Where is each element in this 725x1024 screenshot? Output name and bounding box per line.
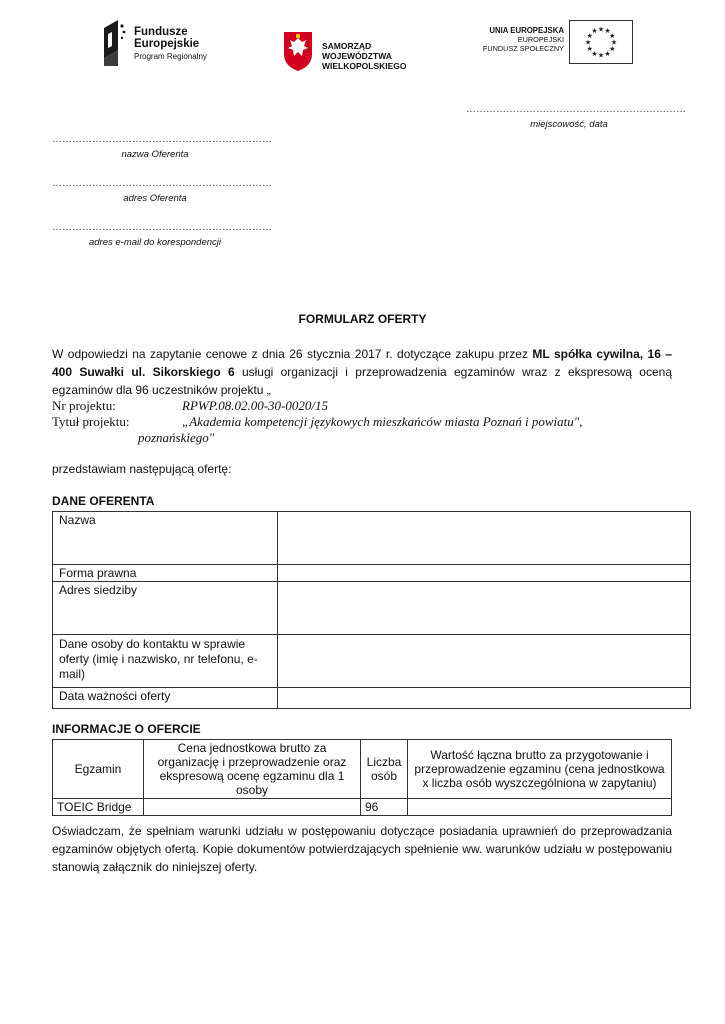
info-heading: INFORMACJE O OFERCIE xyxy=(52,722,201,736)
fe-star-mark-icon xyxy=(100,20,126,66)
dane-row-nazwa xyxy=(53,512,691,565)
email-caption: adres e-mail do korespondencji xyxy=(88,237,222,248)
eu-star: ★ xyxy=(597,52,605,60)
dane-row-adres xyxy=(53,582,691,635)
eu-star: ★ xyxy=(604,28,611,36)
eu-flag-icon xyxy=(569,20,633,64)
info-total[interactable] xyxy=(408,799,672,816)
place-date-caption: miejscowość, data xyxy=(530,119,608,130)
fundusze-europejskie-logo xyxy=(100,20,230,70)
fe-logo-line3: Program Regionalny xyxy=(134,52,207,61)
dane-label-nazwa: Nazwa xyxy=(53,512,278,565)
samorzad-line2: WIELKOPOLSKIEGO xyxy=(322,61,407,71)
eu-star: ★ xyxy=(584,39,592,47)
eu-star: ★ xyxy=(609,46,616,53)
samorzad-logo xyxy=(282,30,422,74)
project-title-line2: poznańskiego" xyxy=(138,430,215,445)
address-caption: adres Oferenta xyxy=(123,193,187,204)
project-title-line1: „Akademia kompetencji językowych mieszkańców miasta Poznań i powiatu", xyxy=(182,414,583,429)
dane-label-forma: Forma prawna xyxy=(53,565,278,582)
info-header-row xyxy=(53,740,672,799)
dane-heading: DANE OFERENTA xyxy=(52,494,155,508)
info-header-count: Liczba osób xyxy=(361,740,408,799)
dane-value-data[interactable] xyxy=(278,688,691,709)
dane-value-nazwa[interactable] xyxy=(278,512,691,565)
dane-row-data xyxy=(53,688,691,709)
dane-label-data: Data ważności oferty xyxy=(53,688,278,709)
eu-star: ★ xyxy=(591,28,598,36)
eagle-shield-icon xyxy=(282,30,314,72)
fe-logo-line2: Europejskie xyxy=(134,38,200,50)
info-data-row xyxy=(53,799,672,816)
dane-label-adres: Adres siedziby xyxy=(53,582,278,635)
info-table xyxy=(52,739,672,816)
intro-text-2: usługi organizacji i przeprowadzenia egzaminów wraz z ekspresową oceną egzaminów dla 96 uczestników projektu „ xyxy=(52,365,672,397)
fe-logo-line1: Fundusze xyxy=(134,26,188,38)
dane-value-adres[interactable] xyxy=(278,582,691,635)
eu-star: ★ xyxy=(610,39,618,47)
dane-label-kontakt: Dane osoby do kontaktu w sprawie oferty (imię i nazwisko, nr telefonu, e-mail) xyxy=(53,635,278,688)
eu-star: ★ xyxy=(586,33,593,40)
dane-row-forma xyxy=(53,565,691,582)
intro-company: ML spółka cywilna, 16 – 400 Suwałki ul. Sikorskiego 6 xyxy=(52,347,672,379)
eu-star: ★ xyxy=(586,46,593,53)
project-title-label: Tytuł projektu: xyxy=(52,414,130,429)
eu-text xyxy=(482,26,564,53)
eu-star: ★ xyxy=(609,33,616,40)
eu-line2: EUROPEJSKI xyxy=(517,35,564,44)
eu-line3: FUNDUSZ SPOŁECZNY xyxy=(482,44,564,53)
info-count: 96 xyxy=(361,799,408,816)
name-dots: ………………………………………………………… xyxy=(52,134,272,145)
intro-paragraph xyxy=(52,345,672,399)
email-dots: ………………………………………………………… xyxy=(52,222,272,233)
info-price[interactable] xyxy=(144,799,361,816)
info-header-price: Cena jednostkowa brutto za organizację i przeprowadzenie oraz ekspresową ocenę egzaminu dla 1 osoby xyxy=(144,740,361,799)
samorzad-line1: SAMORZĄD WOJEWÓDZTWA xyxy=(322,41,392,61)
eu-star: ★ xyxy=(591,50,598,58)
eu-star: ★ xyxy=(597,26,605,34)
form-title: FORMULARZ OFERTY xyxy=(298,312,427,326)
info-header-total: Wartość łączna brutto za przygotowanie i przeprowadzenie egzaminu (cena jednostkowa x liczba osób wyszczególniona w zapytaniu) xyxy=(408,740,672,799)
eu-line1: UNIA EUROPEJSKA xyxy=(489,26,564,35)
info-header-exam: Egzamin xyxy=(53,740,144,799)
dane-value-kontakt[interactable] xyxy=(278,635,691,688)
info-exam: TOEIC Bridge xyxy=(53,799,144,816)
dane-value-forma[interactable] xyxy=(278,565,691,582)
eu-star: ★ xyxy=(604,50,611,58)
project-nr-label: Nr projektu: xyxy=(52,398,116,413)
place-date-dots: ………………………………………………………… xyxy=(466,104,686,115)
dane-table xyxy=(52,511,691,709)
address-dots: ………………………………………………………… xyxy=(52,178,272,189)
offer-intro: przedstawiam następującą ofertę: xyxy=(52,462,232,476)
intro-text-1: W odpowiedzi na zapytanie cenowe z dnia 26 stycznia 2017 r. dotyczące zakupu przez xyxy=(52,347,533,361)
dane-row-kontakt xyxy=(53,635,691,688)
closing-statement: Oświadczam, że spełniam warunki udziału w postępowaniu dotyczące posiadania uprawnień do przeprowadzania egzaminów objętych ofertą. Kopie dokumentów potwierdzających spełnienie ww. warunków udziału w postępowaniu stanowią załącznik do niniejszej oferty. xyxy=(52,824,672,874)
name-caption: nazwa Oferenta xyxy=(121,149,189,160)
project-nr-value: RPWP.08.02.00-30-0020/15 xyxy=(182,398,328,413)
